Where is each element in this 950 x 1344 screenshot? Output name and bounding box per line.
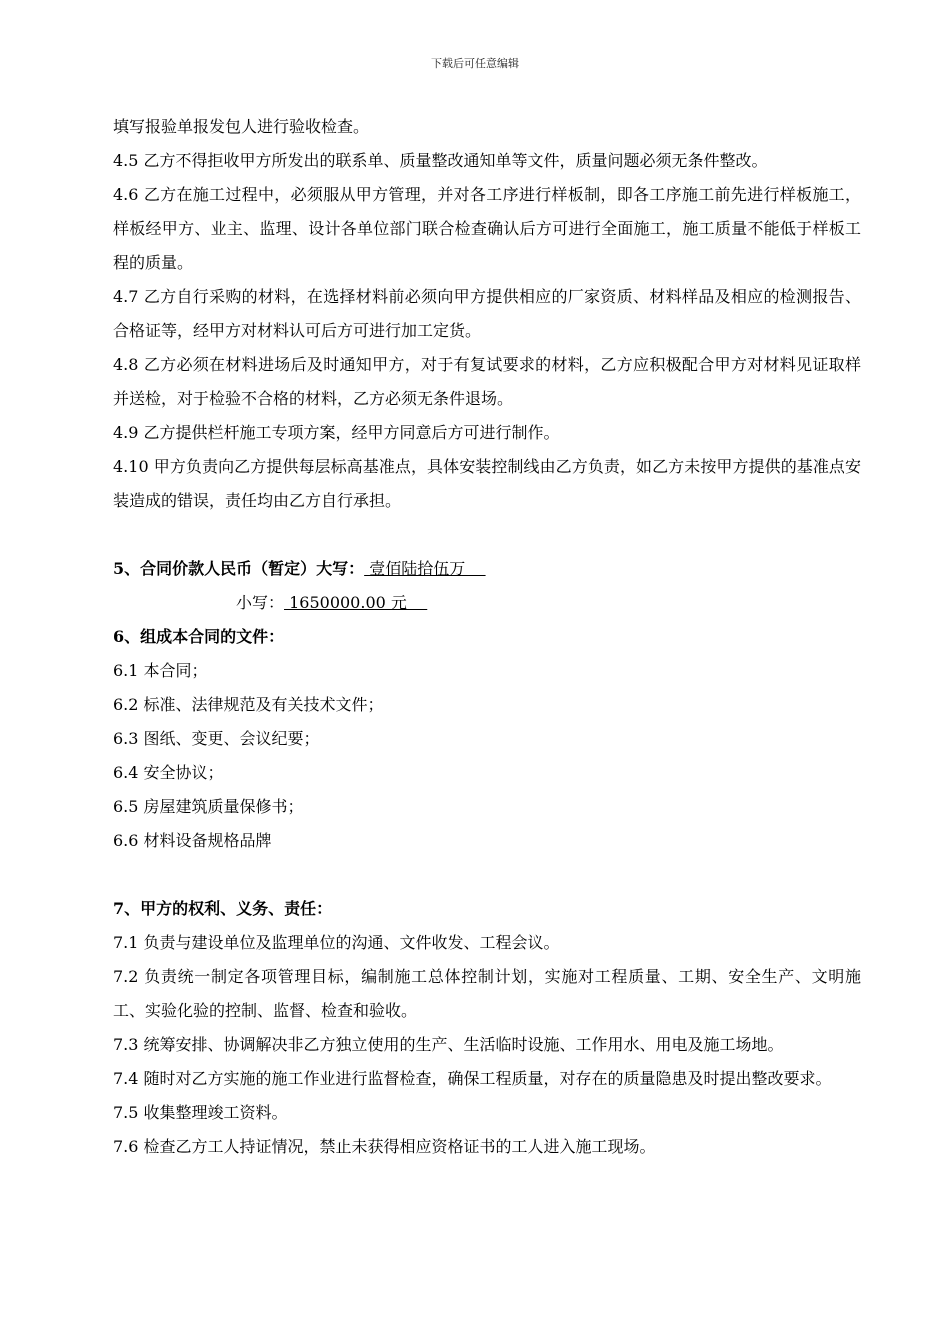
clause-6-1: 6.1 本合同； <box>113 661 208 680</box>
section-6-heading: 6、组成本合同的文件： <box>113 627 285 646</box>
price-xiaoxie-line <box>113 586 861 620</box>
clause-4-5: 4.5 乙方不得拒收甲方所发出的联系单、质量整改通知单等文件，质量问题必须无条件整改。 <box>113 151 768 170</box>
price-xiaoxie-value: 1650000.00 元 <box>284 593 428 612</box>
clause-4-7: 4.7 乙方自行采购的材料，在选择材料前必须向甲方提供相应的厂家资质、材料样品及相应的检测报告、合格证等，经甲方对材料认可后方可进行加工定货。 <box>113 287 861 340</box>
price-daxie-value: 壹佰陆拾伍万 <box>364 559 486 578</box>
clause-4-9: 4.9 乙方提供栏杆施工专项方案，经甲方同意后方可进行制作。 <box>113 423 560 442</box>
clause-6-2: 6.2 标准、法律规范及有关技术文件； <box>113 695 384 714</box>
clause-7-2: 7.2 负责统一制定各项管理目标，编制施工总体控制计划，实施对工程质量、工期、安全生产、文明施工、实验化验的控制、监督、检查和验收。 <box>113 967 861 1020</box>
paragraph-continued: 填写报验单报发包人进行验收检查。 <box>113 117 370 136</box>
document-body <box>113 110 861 1164</box>
clause-7-1: 7.1 负责与建设单位及监理单位的沟通、文件收发、工程会议。 <box>113 933 560 952</box>
section-5-heading: 5、合同价款人民币（暂定）大写： <box>113 559 365 578</box>
clause-4-6: 4.6 乙方在施工过程中，必须服从甲方管理，并对各工序进行样板制，即各工序施工前先进行样板施工，样板经甲方、业主、监理、设计各单位部门联合检查确认后方可进行全面施工，施工质量不能低于样板工程的质量。 <box>113 185 861 272</box>
clause-6-6: 6.6 材料设备规格品牌 <box>113 831 272 850</box>
clause-4-10: 4.10 甲方负责向乙方提供每层标高基准点，具体安装控制线由乙方负责，如乙方未按甲方提供的基准点安装造成的错误，责任均由乙方自行承担。 <box>113 457 861 510</box>
clause-6-3: 6.3 图纸、变更、会议纪要； <box>113 729 320 748</box>
spacer <box>113 518 861 552</box>
clause-7-5: 7.5 收集整理竣工资料。 <box>113 1103 288 1122</box>
clause-6-4: 6.4 安全协议； <box>113 763 224 782</box>
spacer <box>113 858 861 892</box>
section-5-price <box>113 552 861 586</box>
section-7-heading: 7、甲方的权利、义务、责任： <box>113 899 333 918</box>
price-xiaoxie-label: 小写： <box>236 593 285 612</box>
clause-7-4: 7.4 随时对乙方实施的施工作业进行监督检查，确保工程质量，对存在的质量隐患及时提出整改要求。 <box>113 1069 832 1088</box>
clause-7-6: 7.6 检查乙方工人持证情况，禁止未获得相应资格证书的工人进入施工现场。 <box>113 1137 656 1156</box>
clause-6-5: 6.5 房屋建筑质量保修书； <box>113 797 304 816</box>
clause-4-8: 4.8 乙方必须在材料进场后及时通知甲方，对于有复试要求的材料，乙方应积极配合甲方对材料见证取样并送检，对于检验不合格的材料，乙方必须无条件退场。 <box>113 355 861 408</box>
page-header: 下载后可任意编辑 <box>431 57 519 70</box>
clause-7-3: 7.3 统筹安排、协调解决非乙方独立使用的生产、生活临时设施、工作用水、用电及施工场地。 <box>113 1035 784 1054</box>
